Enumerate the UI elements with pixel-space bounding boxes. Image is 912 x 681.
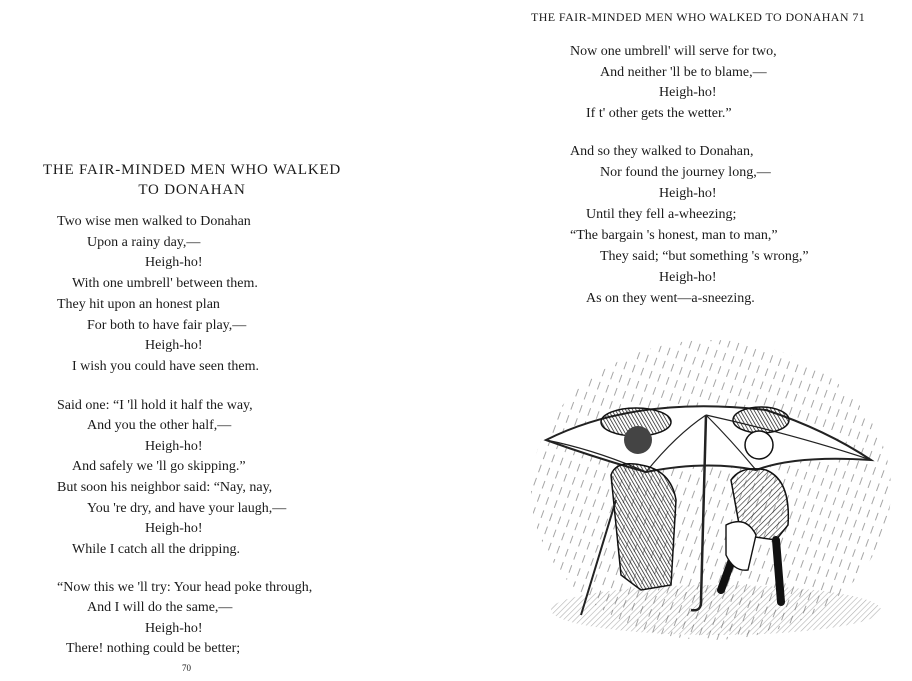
page-number: 70 xyxy=(182,663,191,673)
rain-umbrella-illustration xyxy=(526,340,896,640)
poem-refrain: Heigh-ho! xyxy=(145,521,203,536)
poem-line: Until they fell a-wheezing; xyxy=(586,207,737,222)
poem-line: I wish you could have seen them. xyxy=(72,359,260,374)
poem-line: They hit upon an honest plan xyxy=(57,297,220,312)
poem-refrain: Heigh-ho! xyxy=(145,439,203,454)
poem-line: There! nothing could be better; xyxy=(66,641,241,656)
poem-line: Nor found the journey long,— xyxy=(600,165,771,180)
poem-line: And so they walked to Donahan, xyxy=(570,144,754,159)
poem-line: If t' other gets the wetter.” xyxy=(586,106,732,121)
poem-line: With one umbrell' between them. xyxy=(72,276,258,291)
poem-refrain: Heigh-ho! xyxy=(145,621,203,636)
ground-shadow xyxy=(551,585,881,635)
poem-line: And safely we 'll go skipping.” xyxy=(72,459,246,474)
poem-line: They said; “but something 's wrong,” xyxy=(600,249,809,264)
poem-line: Two wise men walked to Donahan xyxy=(57,214,251,229)
poem-line: And I will do the same,— xyxy=(87,600,233,615)
poem-line: And you the other half,— xyxy=(87,418,232,433)
poem-title-line-2: TO DONAHAN xyxy=(138,182,246,198)
poem-line: As on they went—a-sneezing. xyxy=(586,291,755,306)
poem-line: While I catch all the dripping. xyxy=(72,542,240,557)
poem-line: You 're dry, and have your laugh,— xyxy=(87,501,287,516)
poem-line: For both to have fair play,— xyxy=(87,318,247,333)
poem-refrain: Heigh-ho! xyxy=(659,270,717,285)
poem-line: “Now this we 'll try: Your head poke through, xyxy=(57,580,313,595)
poem-line: Now one umbrell' will serve for two, xyxy=(570,44,777,59)
poem-refrain: Heigh-ho! xyxy=(659,186,717,201)
poem-line: “The bargain 's honest, man to man,” xyxy=(570,228,778,243)
poem-line: Upon a rainy day,— xyxy=(87,235,201,250)
right-page xyxy=(456,0,912,681)
poem-title xyxy=(22,160,362,200)
poem-line: And neither 'll be to blame,— xyxy=(600,65,767,80)
poem-refrain: Heigh-ho! xyxy=(659,85,717,100)
poem-line: Said one: “I 'll hold it half the way, xyxy=(57,398,253,413)
poem-refrain: Heigh-ho! xyxy=(145,338,203,353)
poem-title-line-1: THE FAIR-MINDED MEN WHO WALKED xyxy=(42,162,342,178)
poem-refrain: Heigh-ho! xyxy=(145,255,203,270)
poem-line: But soon his neighbor said: “Nay, nay, xyxy=(57,480,273,495)
running-head: THE FAIR-MINDED MEN WHO WALKED TO DONAHAN 71 xyxy=(531,10,866,24)
